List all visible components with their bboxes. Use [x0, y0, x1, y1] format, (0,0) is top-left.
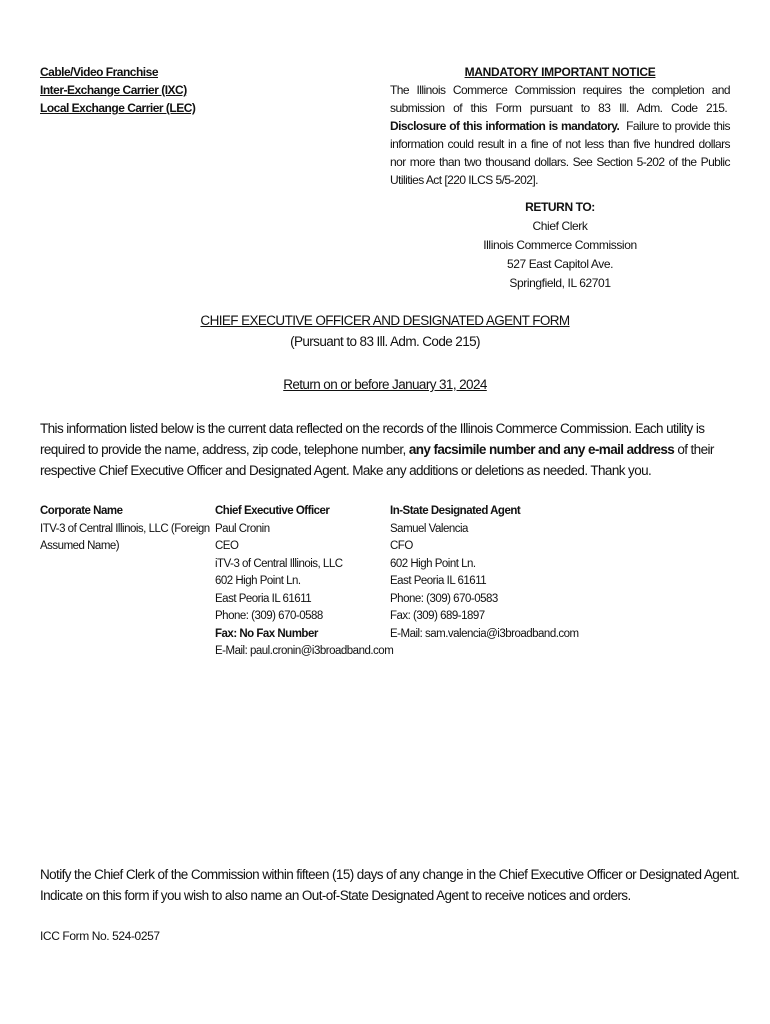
- ceo-email: E-Mail: paul.cronin@i3broadband.com: [215, 645, 394, 657]
- agent-line: East Peoria IL 61611: [390, 575, 487, 587]
- agent-header: In-State Designated Agent: [390, 505, 521, 517]
- return-line: Chief Clerk: [532, 219, 588, 233]
- mandatory-notice: [390, 63, 730, 189]
- ceo-fax: Fax: No Fax Number: [215, 627, 318, 640]
- corporate-line: Assumed Name): [40, 540, 120, 552]
- ceo-line: iTV-3 of Central Illinois, LLC: [215, 557, 343, 570]
- ceo-line: 602 High Point Ln.: [215, 575, 301, 587]
- ceo-line: Phone: (309) 670-0588: [215, 610, 323, 622]
- footer-line: Notify the Chief Clerk of the Commission within fifteen (15) days of any change in the Chief Executive Officer or Designated Agent.: [40, 867, 740, 882]
- footer-line: Indicate on this form if you wish to also name an Out-of-State Designated Agent to receive notices and orders.: [40, 888, 631, 903]
- return-line: Springfield, IL 62701: [509, 276, 611, 290]
- carrier-categories: [40, 63, 195, 117]
- agent-line: Fax: (309) 689-1897: [390, 610, 485, 622]
- ceo-line: Paul Cronin: [215, 522, 270, 535]
- agent-line: E-Mail: sam.valencia@i3broadband.com: [390, 627, 579, 640]
- return-to-block: [390, 198, 730, 293]
- intro-paragraph: [40, 418, 730, 481]
- notice-text-2: Failure to provide this information could result in a fine of not less than five hundred dollars nor more than two thousand dollars. See Section 5-202 of the Public Utilities Act [220 ILCS 5/5-202].: [390, 119, 730, 187]
- agent-line: 602 High Point Ln.: [390, 557, 476, 570]
- notice-body: [390, 81, 730, 189]
- return-line: Illinois Commerce Commission: [483, 238, 637, 252]
- ceo-line: CEO: [215, 540, 239, 552]
- intro-text-1: This information listed below is the current data reflected on the records of the Illinois Commerce Commission. Each utility is required to provide the name, address, zip code, telephone number,: [40, 421, 705, 457]
- designated-agent-column: [390, 503, 579, 643]
- ceo-line: East Peoria IL 61611: [215, 592, 312, 605]
- form-subtitle: (Pursuant to 83 Ill. Adm. Code 215): [290, 334, 480, 349]
- agent-line: Samuel Valencia: [390, 522, 468, 535]
- category-cable: Cable/Video Franchise: [40, 65, 158, 79]
- category-ixc: Inter-Exchange Carrier (IXC): [40, 83, 187, 97]
- intro-text-bold: any facsimile number and any e-mail address: [408, 442, 675, 457]
- ceo-column: [215, 503, 393, 661]
- notice-text-bold: Disclosure of this information is mandatory.: [390, 119, 620, 133]
- category-lec: Local Exchange Carrier (LEC): [40, 101, 196, 115]
- corporate-name-header: Corporate Name: [40, 505, 123, 517]
- intro-text-2: of their respective Chief Executive Officer and Designated Agent. Make any additions or deletions as needed. Thank you.: [40, 442, 714, 478]
- notice-title: MANDATORY IMPORTANT NOTICE: [464, 65, 656, 79]
- notice-text-1: The Illinois Commerce Commission requires the completion and submission of this Form pursuant to 83 Ill. Adm. Code 215.: [390, 83, 730, 115]
- corporate-line: ITV-3 of Central Illinois, LLC (Foreign: [40, 522, 210, 535]
- agent-line: Phone: (309) 670-0583: [390, 592, 498, 605]
- agent-line: CFO: [390, 540, 413, 552]
- corporate-name-column: [40, 503, 210, 556]
- form-title: CHIEF EXECUTIVE OFFICER AND DESIGNATED AGENT FORM: [200, 313, 570, 328]
- form-number: ICC Form No. 524-0257: [40, 929, 160, 943]
- footer-instructions: [40, 864, 740, 906]
- return-line: 527 East Capitol Ave.: [506, 257, 614, 271]
- ceo-header: Chief Executive Officer: [215, 505, 330, 517]
- return-deadline: Return on or before January 31, 2024: [283, 377, 487, 392]
- return-to-label: RETURN TO:: [525, 200, 595, 214]
